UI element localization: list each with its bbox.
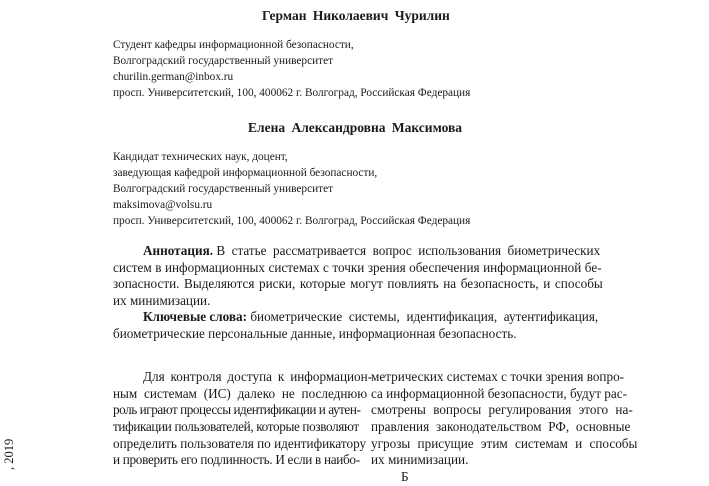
abstract-line: их минимизации. [113, 292, 211, 308]
affiliation-line: Волгоградский государственный университет [113, 55, 334, 67]
abstract-line: Аннотация. В статье рассматривается вопрос использования биометрических [143, 243, 601, 258]
affiliation-line: Кандидат технических наук, доцент, [113, 151, 288, 163]
body-line: определить пользователя по идентификатору [113, 435, 367, 451]
affiliation-line: Студент кафедры информационной безопасности, [113, 39, 354, 51]
keywords-line: Ключевые слова: биометрические системы, идентификация, аутентификация, [143, 309, 599, 324]
body-line: правления законодательством РФ, основные [371, 419, 631, 435]
body-line: метрических системах с точки зрения вопро- [371, 369, 625, 384]
abstract [113, 243, 603, 342]
author-email[interactable]: maksimova@volsu.ru [113, 199, 213, 211]
author-name: Герман Николаевич Чурилин [262, 8, 450, 23]
keywords-line: биометрические персональные данные, информационная безопасность. [113, 325, 517, 341]
body-left-column [113, 369, 373, 469]
affiliation-line: заведующая кафедрой информационной безопасности, [113, 167, 378, 179]
affiliation-address: просп. Университетский, 100, 400062 г. Волгоград, Российская Федерация [113, 87, 471, 99]
author-email[interactable]: churilin.german@inbox.ru [113, 71, 234, 83]
author-affiliation [113, 149, 470, 229]
abstract-line: зопасности. Выделяются риски, которые могут повлиять на безопасность, и способы [113, 276, 603, 291]
body-line: роль играют процессы идентификации и аутен- [113, 402, 361, 418]
affiliation-line: Волгоградский государственный университет [113, 183, 334, 195]
margin-year-note: , 2019 [2, 438, 16, 470]
body-line: Для контроля доступа к информацион- [143, 369, 373, 384]
body-line: са информационной безопасности, будут рас- [371, 385, 628, 401]
body-line: ным системам (ИС) далеко не последнюю [113, 385, 368, 401]
body-line: Б [401, 469, 409, 485]
author-name: Елена Александровна Максимова [248, 120, 463, 135]
body-line: тификации пользователей, которые позволяют [113, 419, 359, 435]
body-line: и проверить его подлинность. И если в наибо- [113, 452, 360, 468]
author-affiliation [113, 37, 470, 101]
abstract-line: систем в информационных системах с точки зрения обеспечения информационной бе- [113, 259, 602, 275]
body-line: их минимизации. [371, 452, 469, 468]
body-line: угрозы присущие этим системам и способы [371, 435, 638, 451]
keywords-label: Ключевые слова: [143, 309, 248, 324]
body-line: смотрены вопросы регулирования этого на- [371, 402, 633, 418]
body-right-column [371, 369, 638, 486]
affiliation-address: просп. Университетский, 100, 400062 г. Волгоград, Российская Федерация [113, 215, 471, 227]
abstract-label: Аннотация. [143, 243, 214, 258]
